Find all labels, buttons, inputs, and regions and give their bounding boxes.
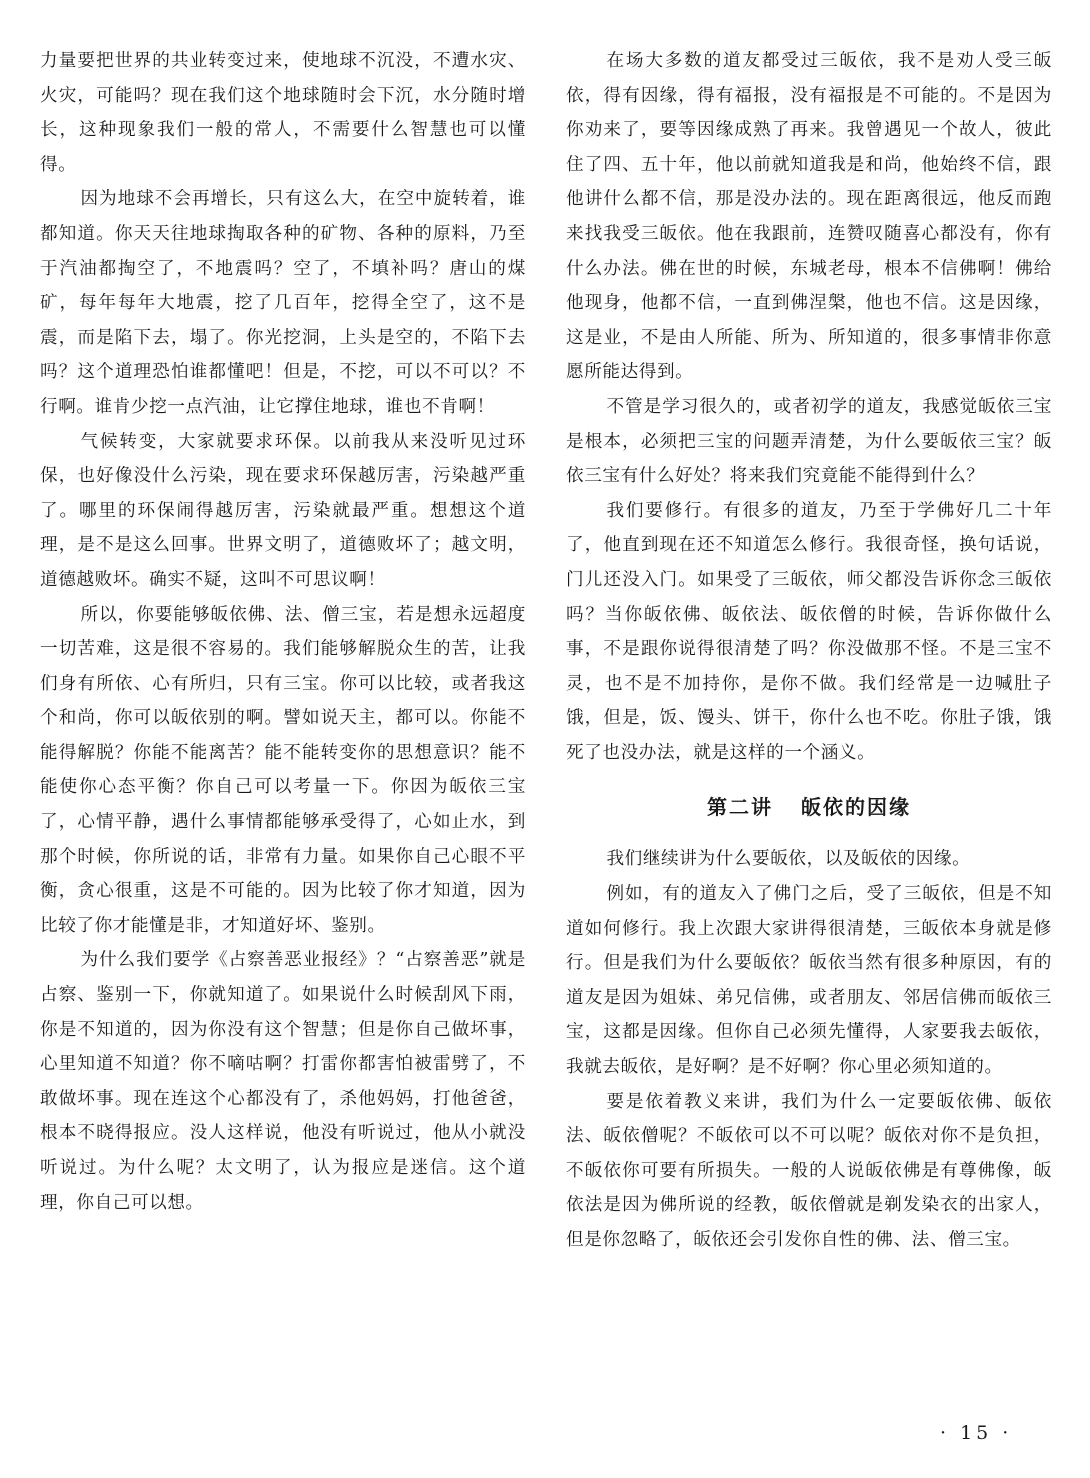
paragraph: 在场大多数的道友都受过三皈依，我不是劝人受三皈依，得有因缘，得有福报，没有福报是不可能的。不是因为你劝来了，要等因缘成熟了再来。我曾遇见一个故人，彼此住了四、五十年，他以前就知道我是和尚，他始终不信，跟他讲什么都不信，那是没办法的。现在距离很远，他反而跑来找我受三皈依。他在我跟前，连赞叹随喜心都没有，你有什么办法。佛在世的时候，东城老母，根本不信佛啊！佛给他现身，他都不信，一直到佛涅槃，他也不信。这是因缘，这是业，不是由人所能、所为、所知道的，很多事情非你意愿所能达得到。 <box>566 51 1052 383</box>
paragraph: 所以，你要能够皈依佛、法、僧三宝，若是想永远超度一切苦难，这是很不容易的。我们能够解脱众生的苦，让我们身有所依、心有所归，只有三宝。你可以比较，或者我这个和尚，你可以皈依别的啊。譬如说天主，都可以。你能不能得解脱？你能不能离苦？能不能转变你的思想意识？能不能使你心态平衡？你自己可以考量一下。你因为皈依三宝了，心情平静，遇什么事情都能够承受得了，心如止水，到那个时候，你所说的话，非常有力量。如果你自己心眼不平衡，贪心很重，这是不可能的。因为比较了你才知道，因为比较了你才能懂是非，才知道好坏、鉴别。 <box>40 604 526 936</box>
section-heading-title: 皈依的因缘 <box>801 795 911 820</box>
paragraph: 要是依着教义来讲，我们为什么一定要皈依佛、皈依法、皈依僧呢？不皈依可以不可以呢？皈依对你不是负担，不皈依你可要有所损失。一般的人说皈依佛是有尊佛像，皈依法是因为佛所说的经教，皈依僧就是剃发染衣的出家人，但是你忽略了，皈依还会引发你自性的佛、法、僧三宝。 <box>566 1091 1052 1250</box>
section-heading <box>566 790 1052 824</box>
right-column <box>566 44 1052 1258</box>
left-column <box>40 44 526 1220</box>
paragraph: 气候转变，大家就要求环保。以前我从来没听见过环保，也好像没什么污染，现在要求环保越厉害，污染越严重了。哪里的环保闹得越厉害，污染就最严重。想想这个道理，是不是这么回事。世界文明了，道德败坏了；越文明，道德越败坏。确实不疑，这叫不可思议啊！ <box>40 431 526 590</box>
paragraph: 例如，有的道友入了佛门之后，受了三皈依，但是不知道如何修行。我上次跟大家讲得很清楚，三皈依本身就是修行。但是我们为什么要皈依？皈依当然有很多种原因，有的道友是因为姐妹、弟兄信佛，或者朋友、邻居信佛而皈依三宝，这都是因缘。但你自己必须先懂得，人家要我去皈依，我就去皈依，是好啊？是不好啊？你心里必须知道的。 <box>566 884 1052 1078</box>
page-number: · 15 · <box>940 1422 1013 1444</box>
paragraph: 我们继续讲为什么要皈依，以及皈依的因缘。 <box>606 849 971 870</box>
paragraph: 我们要修行。有很多的道友，乃至于学佛好几二十年了，他直到现在还不知道怎么修行。我很奇怪，换句话说，门儿还没入门。如果受了三皈依，师父都没告诉你念三皈依吗？当你皈依佛、皈依法、皈依僧的时候，告诉你做什么事，不是跟你说得很清楚了吗？你没做那不怪。不是三宝不灵，也不是不加持你，是你不做。我们经常是一边喊肚子饿，但是，饭、馒头、饼干，你什么也不吃。你肚子饿，饿死了也没办法，就是这样的一个涵义。 <box>566 500 1052 763</box>
paragraph: 因为地球不会再增长，只有这么大，在空中旋转着，谁都知道。你天天往地球掏取各种的矿物、各种的原料，乃至于汽油都掏空了，不地震吗？空了，不填补吗？唐山的煤矿，每年每年大地震，挖了几百年，挖得全空了，这不是震，而是陷下去，塌了。你光挖洞，上头是空的，不陷下去吗？这个道理恐怕谁都懂吧！但是，不挖，可以不可以？不行啊。谁肯少挖一点汽油，让它撑住地球，谁也不肯啊！ <box>40 189 526 417</box>
section-heading-number: 第二讲 <box>707 795 773 820</box>
paragraph: 为什么我们要学《占察善恶业报经》？“占察善恶”就是占察、鉴别一下，你就知道了。如果说什么时候刮风下雨，你是不知道的，因为你没有这个智慧；但是你自己做坏事，心里知道不知道？你不嘀咕啊？打雷你都害怕被雷劈了，不敢做坏事。现在连这个心都没有了，杀他妈妈，打他爸爸，根本不晓得报应。没人这样说，他没有听说过，他从小就没听说过。为什么呢？太文明了，认为报应是迷信。这个道理，你自己可以想。 <box>40 950 526 1213</box>
paragraph: 不管是学习很久的，或者初学的道友，我感觉皈依三宝是根本，必须把三宝的问题弄清楚，为什么要皈依三宝？皈依三宝有什么好处？将来我们究竟能不能得到什么？ <box>566 396 1052 487</box>
paragraph: 力量要把世界的共业转变过来，使地球不沉没，不遭水灾、火灾，可能吗？现在我们这个地球随时会下沉，水分随时增长，这种现象我们一般的常人，不需要什么智慧也可以懂得。 <box>40 51 526 175</box>
